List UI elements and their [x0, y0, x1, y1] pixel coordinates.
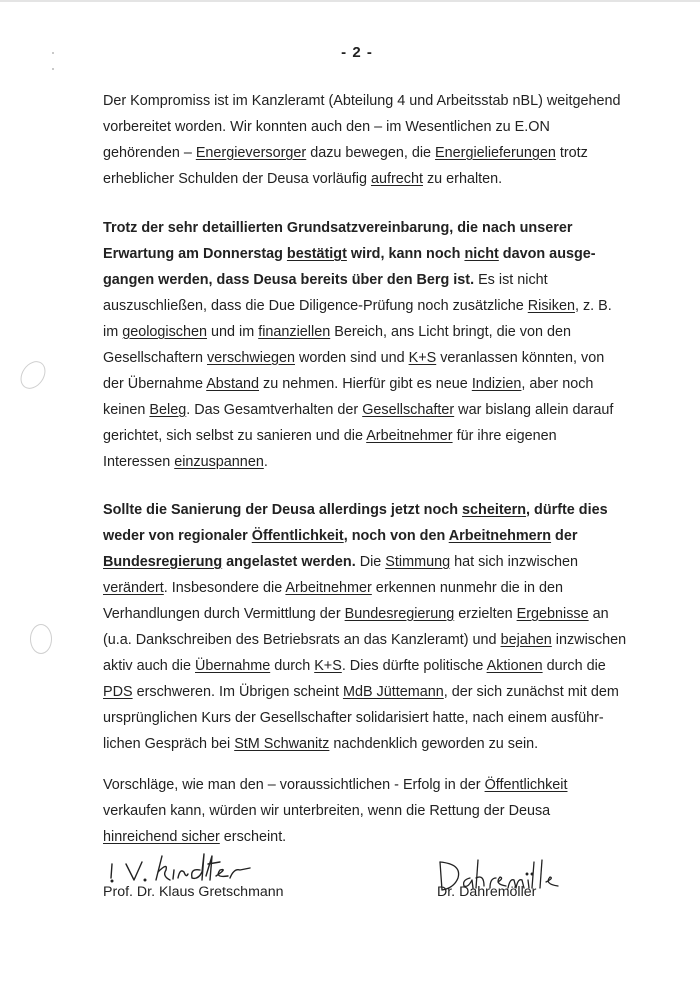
text-segment: gangen werden, dass Deusa bereits über den Berg ist. — [103, 272, 475, 288]
text-segment: , dürfte dies — [526, 502, 608, 518]
text-segment: angelastet werden. — [222, 554, 356, 570]
text-segment: Der Kompromiss ist im Kanzleramt (Abteilung 4 und Arbeitsstab nBL) weitgehend — [103, 93, 621, 109]
text-segment: aktiv auch die — [103, 658, 195, 674]
text-line — [103, 166, 603, 192]
punch-hole-mark — [15, 356, 50, 393]
underlined-phrase: Beleg — [149, 402, 187, 418]
page-top-edge — [0, 0, 700, 2]
punch-hole-mark — [30, 624, 52, 654]
text-line — [103, 824, 603, 850]
text-segment: wird, kann noch — [346, 246, 465, 262]
text-segment: trotz — [555, 145, 588, 161]
underlined-phrase: K+S — [408, 350, 437, 366]
text-segment: vorbereitet worden. Wir konnten auch den – im Wesentlichen zu E.ON — [103, 119, 550, 135]
text-line — [103, 88, 621, 114]
text-line — [103, 140, 603, 166]
text-segment: Erwartung am Donnerstag — [103, 246, 287, 262]
text-segment: . Dies dürfte politische — [341, 658, 487, 674]
underlined-phrase: MdB Jüttemann — [342, 684, 444, 700]
text-segment: . — [263, 454, 268, 470]
underlined-phrase: Bundesregierung — [103, 554, 223, 570]
underlined-phrase: StM Schwanitz — [234, 736, 330, 752]
underlined-phrase: verschwiegen — [206, 350, 295, 366]
text-segment: erscheint. — [219, 829, 287, 845]
text-segment: Die — [355, 554, 386, 570]
text-line — [103, 772, 603, 798]
text-segment: worden sind und — [294, 350, 409, 366]
text-segment: hat sich inzwischen — [450, 554, 579, 570]
text-segment: (u.a. Dankschreiben des Betriebsrats an das Kanzleramt) und — [103, 632, 501, 648]
underlined-phrase: bejahen — [500, 632, 552, 648]
underlined-phrase: Öffentlichkeit — [251, 528, 344, 544]
text-segment: , z. B. — [574, 298, 612, 314]
signature-name-left: Prof. Dr. Klaus Gretschmann — [103, 884, 284, 900]
underlined-phrase: verändert — [103, 580, 164, 596]
text-line — [103, 215, 603, 241]
text-segment: dazu bewegen, die — [306, 145, 436, 161]
text-segment: durch — [270, 658, 315, 674]
underlined-phrase: Öffentlichkeit — [484, 777, 568, 793]
text-segment: gerichtet, sich selbst zu sanieren und die — [103, 428, 367, 444]
text-segment: Verhandlungen durch Vermittlung der — [103, 606, 345, 622]
text-segment: inzwischen — [551, 632, 627, 648]
text-segment: war bislang allein darauf — [454, 402, 614, 418]
text-segment: durch die — [542, 658, 606, 674]
paragraph-public-opinion — [103, 497, 627, 757]
text-segment: für ihre eigenen — [452, 428, 557, 444]
underlined-phrase: Gesellschafter — [362, 402, 455, 418]
paragraph-compromise — [103, 88, 621, 192]
underlined-phrase: finanziellen — [258, 324, 331, 340]
text-line — [103, 241, 603, 267]
text-segment: weder von regionaler — [103, 528, 252, 544]
handwritten-signature-left — [104, 850, 254, 884]
text-line — [103, 575, 603, 601]
text-segment: Es ist nicht — [474, 272, 548, 288]
text-segment: erzielten — [454, 606, 517, 622]
text-line — [103, 397, 614, 423]
text-segment: keinen — [103, 402, 150, 418]
text-line — [103, 798, 603, 824]
scan-speck — [52, 68, 54, 70]
text-segment: Trotz der sehr detaillierten Grundsatzvereinbarung, die nach unserer — [103, 220, 573, 236]
text-line — [103, 549, 603, 575]
underlined-phrase: Übernahme — [195, 658, 271, 674]
text-segment: . Das Gesamtverhalten der — [186, 402, 363, 418]
underlined-phrase: nicht — [464, 246, 499, 262]
text-segment: ursprünglichen Kurs der Gesellschafter solidarisiert hatte, nach einem ausführ- — [103, 710, 604, 726]
paragraph-due-diligence — [103, 215, 614, 475]
text-segment: Gesellschaftern — [103, 350, 207, 366]
text-segment: erkennen nunmehr die in den — [371, 580, 564, 596]
text-segment: erheblicher Schulden der Deusa vorläufig — [103, 171, 371, 187]
scan-speck — [52, 52, 54, 54]
text-segment: der Übernahme — [103, 376, 207, 392]
text-line — [103, 267, 603, 293]
text-segment: Vorschläge, wie man den – voraussichtlichen - Erfolg in der — [103, 777, 485, 793]
underlined-phrase: Indizien — [471, 376, 522, 392]
underlined-phrase: Risiken — [527, 298, 575, 314]
underlined-phrase: aufrecht — [370, 171, 423, 187]
underlined-phrase: Aktionen — [486, 658, 543, 674]
underlined-phrase: Bundesregierung — [344, 606, 455, 622]
underlined-phrase: Abstand — [206, 376, 260, 392]
text-segment: davon ausge- — [498, 246, 596, 262]
underlined-phrase: Arbeitnehmer — [366, 428, 453, 444]
text-segment: zu nehmen. Hierfür gibt es neue — [259, 376, 472, 392]
text-segment: Interessen — [103, 454, 175, 470]
underlined-phrase: scheitern — [462, 502, 527, 518]
text-segment: an — [588, 606, 609, 622]
text-segment: lichen Gespräch bei — [103, 736, 235, 752]
text-line — [103, 371, 603, 397]
page-number: - 2 - — [341, 44, 373, 61]
text-segment: Bereich, ans Licht bringt, die von den — [330, 324, 572, 340]
text-segment: , aber noch — [521, 376, 594, 392]
underlined-phrase: bestätigt — [286, 246, 347, 262]
signature-name-right: Dr. Dahremöller — [437, 884, 537, 900]
text-line — [103, 523, 603, 549]
text-line — [103, 345, 603, 371]
text-segment: im — [103, 324, 123, 340]
underlined-phrase: Ergebnisse — [516, 606, 589, 622]
text-line — [103, 601, 609, 627]
text-line — [103, 293, 612, 319]
underlined-phrase: K+S — [314, 658, 342, 674]
text-segment: veranlassen könnten, von — [436, 350, 605, 366]
text-line — [103, 497, 608, 523]
text-segment: zu erhalten. — [422, 171, 503, 187]
underlined-phrase: Stimmung — [385, 554, 451, 570]
text-segment: der — [551, 528, 578, 544]
text-segment: , der sich zunächst mit dem — [443, 684, 619, 700]
text-segment: verkaufen kann, würden wir unterbreiten, wenn die Rettung der Deusa — [103, 803, 551, 819]
text-segment: erschweren. Im Übrigen scheint — [132, 684, 343, 700]
underlined-phrase: einzuspannen — [174, 454, 264, 470]
text-line — [103, 423, 603, 449]
underlined-phrase: Arbeitnehmern — [448, 528, 552, 544]
text-line — [103, 653, 606, 679]
underlined-phrase: PDS — [103, 684, 133, 700]
text-segment: auszuschließen, dass die Due Diligence-Prüfung noch zusätzliche — [103, 298, 528, 314]
underlined-phrase: hinreichend sicher — [103, 829, 220, 845]
text-segment: und im — [207, 324, 259, 340]
text-line — [103, 114, 603, 140]
text-segment: gehörenden – — [103, 145, 196, 161]
paragraph-proposals — [103, 772, 603, 850]
underlined-phrase: Energieversorger — [195, 145, 307, 161]
text-line — [103, 731, 603, 757]
text-segment: Sollte die Sanierung der Deusa allerdings jetzt noch — [103, 502, 463, 518]
underlined-phrase: Arbeitnehmer — [285, 580, 372, 596]
text-line — [103, 319, 603, 345]
underlined-phrase: Energielieferungen — [435, 145, 556, 161]
text-segment: nachdenklich geworden zu sein. — [329, 736, 539, 752]
text-line — [103, 449, 603, 475]
text-line — [103, 627, 627, 653]
text-line — [103, 679, 619, 705]
underlined-phrase: geologischen — [122, 324, 207, 340]
text-segment: , noch von den — [343, 528, 449, 544]
text-line — [103, 705, 603, 731]
text-segment: . Insbesondere die — [163, 580, 286, 596]
